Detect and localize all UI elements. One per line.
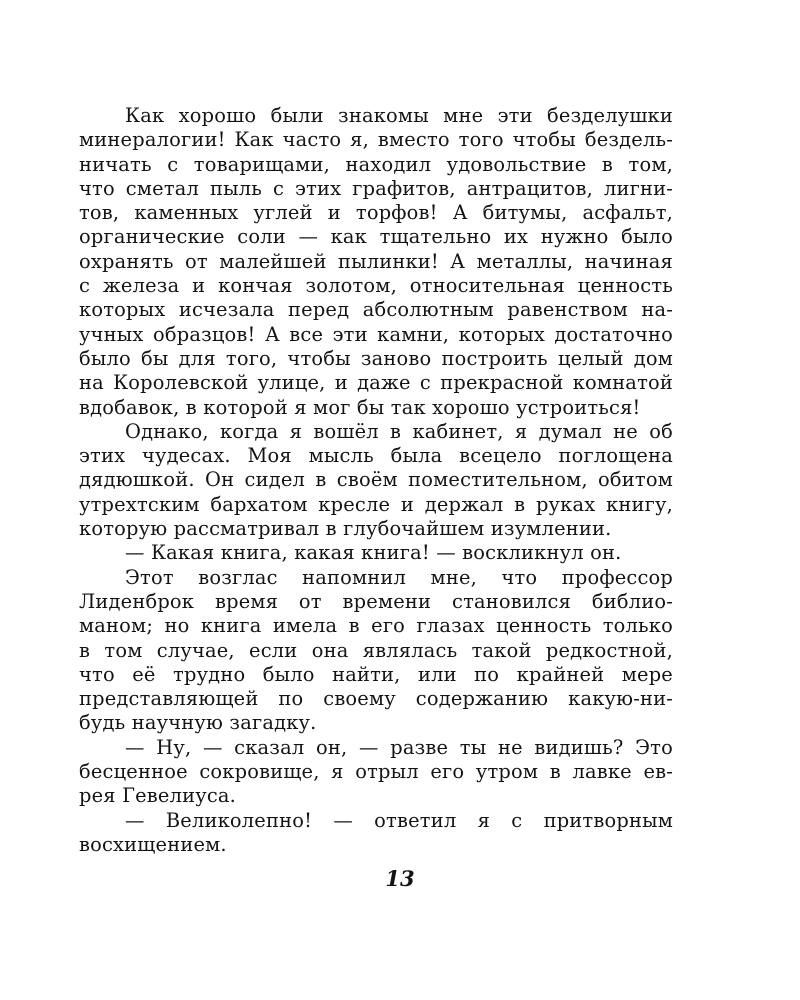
text-line: что её трудно было найти, или по крайней мере xyxy=(79,662,673,686)
text-line: охранять от малейшей пылинки! А металлы, начиная xyxy=(79,249,673,273)
text-line: с железа и кончая золотом, относительная ценность xyxy=(79,274,673,298)
text-line: маном; но книга имела в его глазах ценность только xyxy=(79,614,673,638)
text-line: этих чудесах. Моя мысль была всецело поглощена xyxy=(79,444,673,468)
text-line: ничать с товарищами, находил удовольствие в том, xyxy=(79,152,673,176)
paragraph-first-line: Этот возглас напомнил мне, что профессор xyxy=(125,565,673,589)
text-line: органические соли — как тщательно их нужно было xyxy=(79,225,673,249)
text-line: которую рассматривал в глубочайшем изумлении. xyxy=(79,517,612,541)
text-line: Лиденброк время от времени становился библио- xyxy=(79,589,673,613)
paragraph-first-line: — Какая книга, какая книга! — воскликнул он. xyxy=(125,541,622,565)
text-line: было бы для того, чтобы заново построить целый дом xyxy=(79,346,673,370)
text-line: представляющей по своему содержанию какую-ни- xyxy=(79,687,673,711)
text-line: дядюшкой. Он сидел в своём поместительном, обитом xyxy=(79,468,673,492)
text-line: тов, каменных углей и торфов! А битумы, асфальт, xyxy=(79,201,673,225)
text-line: вдобавок, в которой я мог бы так хорошо устроиться! xyxy=(79,395,641,419)
text-line: будь научную загадку. xyxy=(79,711,317,735)
text-line: минералогии! Как часто я, вместо того чтобы бездель- xyxy=(79,128,673,152)
text-line: учных образцов! А все эти камни, которых достаточно xyxy=(79,322,673,346)
text-line: в том случае, если она являлась такой редкостной, xyxy=(79,638,673,662)
paragraph-first-line: Однако, когда я вошёл в кабинет, я думал не об xyxy=(125,419,673,443)
text-line: рея Гевелиуса. xyxy=(79,784,237,808)
paragraph-first-line: — Великолепно! — ответил я с притворным xyxy=(125,808,673,832)
body-text xyxy=(79,104,673,857)
text-line: на Королевской улице, и даже с прекрасной комнатой xyxy=(79,371,673,395)
text-line: которых исчезала перед абсолютным равенством на- xyxy=(79,298,673,322)
paragraph-first-line: Как хорошо были знакомы мне эти безделушки xyxy=(125,104,673,127)
page-number: 13 xyxy=(385,866,415,891)
text-line: утрехтским бархатом кресле и держал в руках книгу, xyxy=(79,492,673,516)
text-line: бесценное сокровище, я отрыл его утром в лавке ев- xyxy=(79,760,673,784)
text-line: что сметал пыль с этих графитов, антрацитов, лигни- xyxy=(79,176,673,200)
paragraph-first-line: — Ну, — сказал он, — разве ты не видишь? Это xyxy=(125,735,673,759)
text-line: восхищением. xyxy=(79,832,227,856)
